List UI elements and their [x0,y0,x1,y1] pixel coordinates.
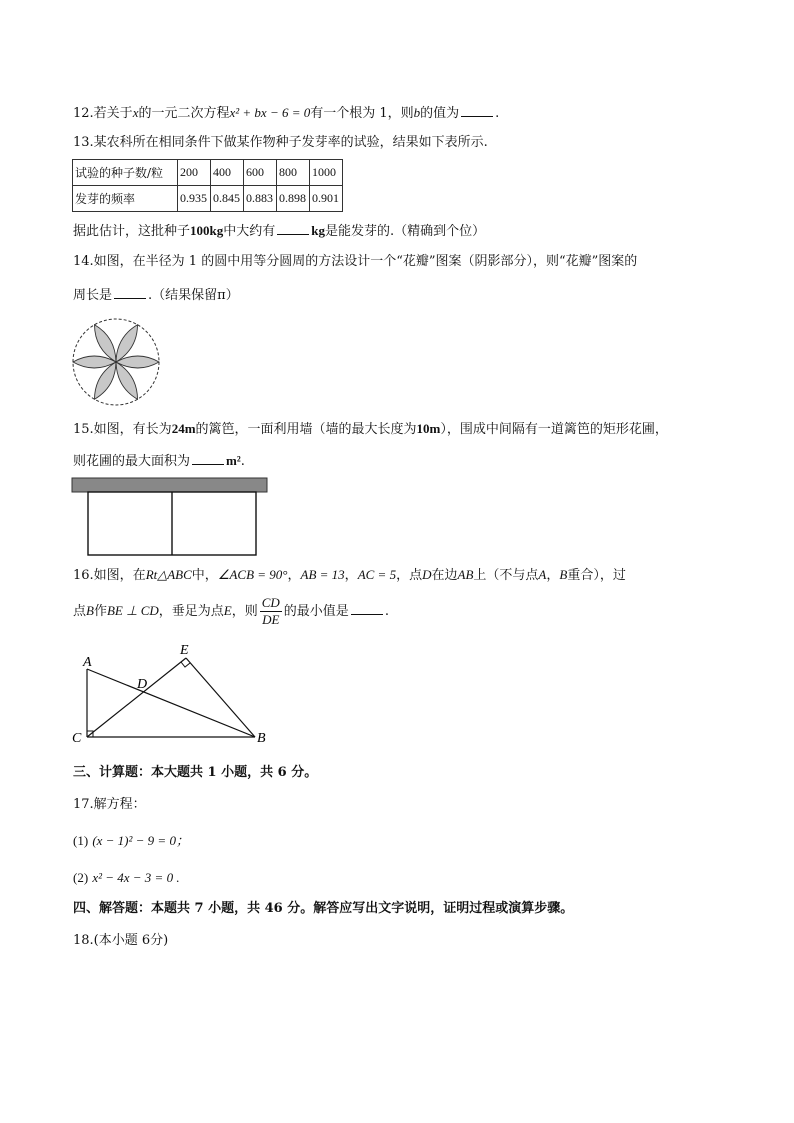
q16-text-e: 上（不与点 [473,568,539,583]
table-cell: 800 [277,160,310,186]
question-16-line2 [73,594,389,629]
petals [73,322,159,402]
right-angle-mark-e [181,662,190,667]
question-17-part-1 [73,832,189,851]
answer-blank [461,104,493,117]
q16-triangle: Rt△ABC [145,567,192,582]
q16-angle: ∠ACB = 90° [217,567,288,582]
q16-side-ab: AB [457,567,474,582]
q15-length: 24m [171,421,196,436]
q17-2-equation: x² − 4x − 3 = 0 . [92,870,180,885]
table-cell: 0.845 [211,186,244,212]
section-3-heading: 三、计算题：本大题共 1 小题，共 6 分。 [73,765,318,780]
table-cell: 1000 [310,160,343,186]
question-16-line1: 16.如图，在Rt△ABC中，∠ACB = 90°，AB = 13，AC = 5，点D在边AB上（不与点A，B重合），过 [73,567,626,583]
q15-text-b: 的篱笆，一面利用墙（墙的最大长度为 [195,422,417,437]
q15-text-d: 则花圃的最大面积为 [73,454,191,469]
q12-text-d: 的值为 [420,106,460,121]
table-row [73,160,343,186]
q16-point-e: E [223,603,232,618]
table-cell: 600 [244,160,277,186]
q12-equation: x² + bx − 6 = 0 [229,105,311,120]
table-cell: 0.898 [277,186,310,212]
wall [72,478,267,492]
segment-ce [87,658,186,737]
question-17-title: 17.解方程： [73,797,146,812]
q16-point-b2: B [86,603,94,618]
section-4-heading: 四、解答题：本题共 7 小题，共 46 分。解答应写出文字说明，证明过程或演算步骤。 [73,901,574,916]
q16-text-a: 16.如图，在 [73,568,146,583]
q16-text-c: ，点 [396,568,423,583]
q12-text-a: 12.若关于 [73,106,133,121]
q13-unit: kg [311,223,325,238]
q16-end: . [384,604,389,619]
q14-text-a: 周长是 [73,288,113,303]
question-17-part-2 [73,869,180,888]
label-e: E [180,643,189,658]
label-a: A [83,655,92,670]
q12-var-b: b [413,105,421,120]
label-c: C [72,731,82,746]
table-cell: 400 [211,160,244,186]
cd-over-de-fraction [260,595,282,628]
table-cell: 200 [178,160,211,186]
q17-2-label: (2) [73,870,89,885]
q14-text-b: .（结果保留π） [148,288,239,303]
q15-end: . [240,454,245,469]
segment-eb [186,658,255,737]
question-15-line1 [73,420,668,439]
question-13-ask [73,222,485,241]
q16-text-f: 重合），过 [567,568,626,583]
q16-text-h: 作 [93,604,107,619]
q12-text-b: 的一元二次方程 [138,106,230,121]
q13-text-b: 中大约有 [223,224,276,239]
q16-ab: AB = 13 [300,567,345,582]
q13-text-c: 是能发芽的.（精确到个位） [325,224,486,239]
q17-1-equation: (x − 1)² − 9 = 0； [92,833,189,848]
answer-blank [114,286,146,299]
q15-unit: m² [226,453,241,468]
q16-text-j: ，则 [231,604,258,619]
triangle-figure [66,638,286,748]
q15-wall: 10m [416,421,441,436]
label-d: D [137,677,148,692]
q17-1-label: (1) [73,833,89,848]
question-13-intro: 13.某农科所在相同条件下做某作物种子发芽率的试验，结果如下表所示. [73,135,488,150]
table-cell: 试验的种子数/粒 [73,160,178,186]
table-cell: 发芽的频率 [73,186,178,212]
question-14-line2 [73,286,239,305]
q12-end: . [495,106,500,121]
q16-text-k: 的最小值是 [283,604,349,619]
q16-ac: AC = 5 [357,567,397,582]
q16-point-a: A [538,567,547,582]
q12-text-c: 有一个根为 1，则 [310,106,414,121]
table-cell: 0.901 [310,186,343,212]
answer-blank [277,222,309,235]
q16-text-b: 中， [191,568,218,583]
q16-text-i: ，垂足为点 [158,604,224,619]
flower-petal-figure [70,316,162,408]
q15-text-c: ），围成中间隔有一道篱笆的矩形花圃， [440,422,668,437]
q16-point-d: D [422,567,432,582]
q15-text-a: 15.如图，有长为 [73,422,172,437]
seed-germination-table [72,159,343,212]
question-15-line2 [73,452,245,471]
question-12 [73,104,499,123]
q12-var-x: x [132,105,139,120]
label-b: B [257,731,266,746]
table-cell: 0.935 [178,186,211,212]
q13-text-a: 据此估计，这批种子 [73,224,191,239]
answer-blank [351,602,383,615]
segment-ab [87,669,255,737]
q16-text-g: 点 [73,604,87,619]
q16-perpendicular: BE ⊥ CD [106,603,159,618]
answer-blank [192,452,224,465]
fraction-denominator: DE [262,612,280,627]
q13-amount: 100kg [190,223,224,238]
question-18-title: 18.(本小题 6分) [73,933,169,948]
q16-point-b: B [559,567,568,582]
table-row [73,186,343,212]
question-14-line1: 14.如图，在半径为 1 的圆中用等分圆周的方法设计一个“花瓣”图案（阴影部分），则“花瓣”图案的 [73,254,638,269]
q16-text-d: 在边 [431,568,458,583]
table-cell: 0.883 [244,186,277,212]
fraction-numerator: CD [261,595,280,610]
garden-figure [70,476,270,560]
